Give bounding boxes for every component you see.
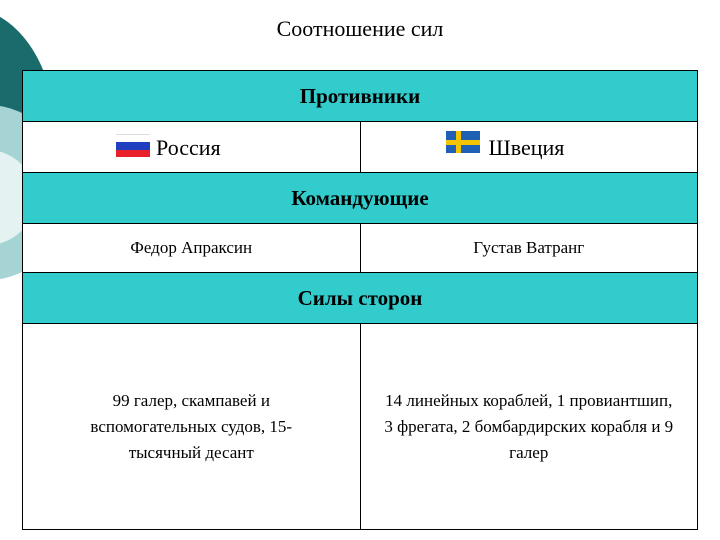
country-cell-russia <box>23 122 361 173</box>
commander-sweden: Густав Ватранг <box>360 224 698 273</box>
forces-sweden: 14 линейных кораблей, 1 провиантшип, 3 фрегата, 2 бомбардирских корабля и 9 галер <box>384 390 674 462</box>
sweden-flag-icon <box>446 131 480 153</box>
country-name: Швеция <box>488 135 565 160</box>
russia-flag-icon <box>116 134 150 156</box>
table-row <box>23 273 698 324</box>
country-cell-sweden <box>360 122 698 173</box>
comparison-table <box>22 70 698 530</box>
commanders-header: Командующие <box>23 173 698 224</box>
table-row <box>23 224 698 273</box>
table-row <box>23 324 698 530</box>
forces-header: Силы сторон <box>23 273 698 324</box>
country-name: Россия <box>156 135 221 160</box>
table-row <box>23 71 698 122</box>
slide-title: Соотношение сил <box>276 16 444 41</box>
table-row <box>23 173 698 224</box>
commander-russia: Федор Апраксин <box>23 224 361 273</box>
forces-russia: 99 галер, скампавей и вспомогательных судов, 15-тысячный десант <box>90 390 293 462</box>
forces-russia-cell <box>23 324 361 530</box>
table-row <box>23 122 698 173</box>
forces-sweden-cell <box>360 324 698 530</box>
opponents-header: Противники <box>23 71 698 122</box>
